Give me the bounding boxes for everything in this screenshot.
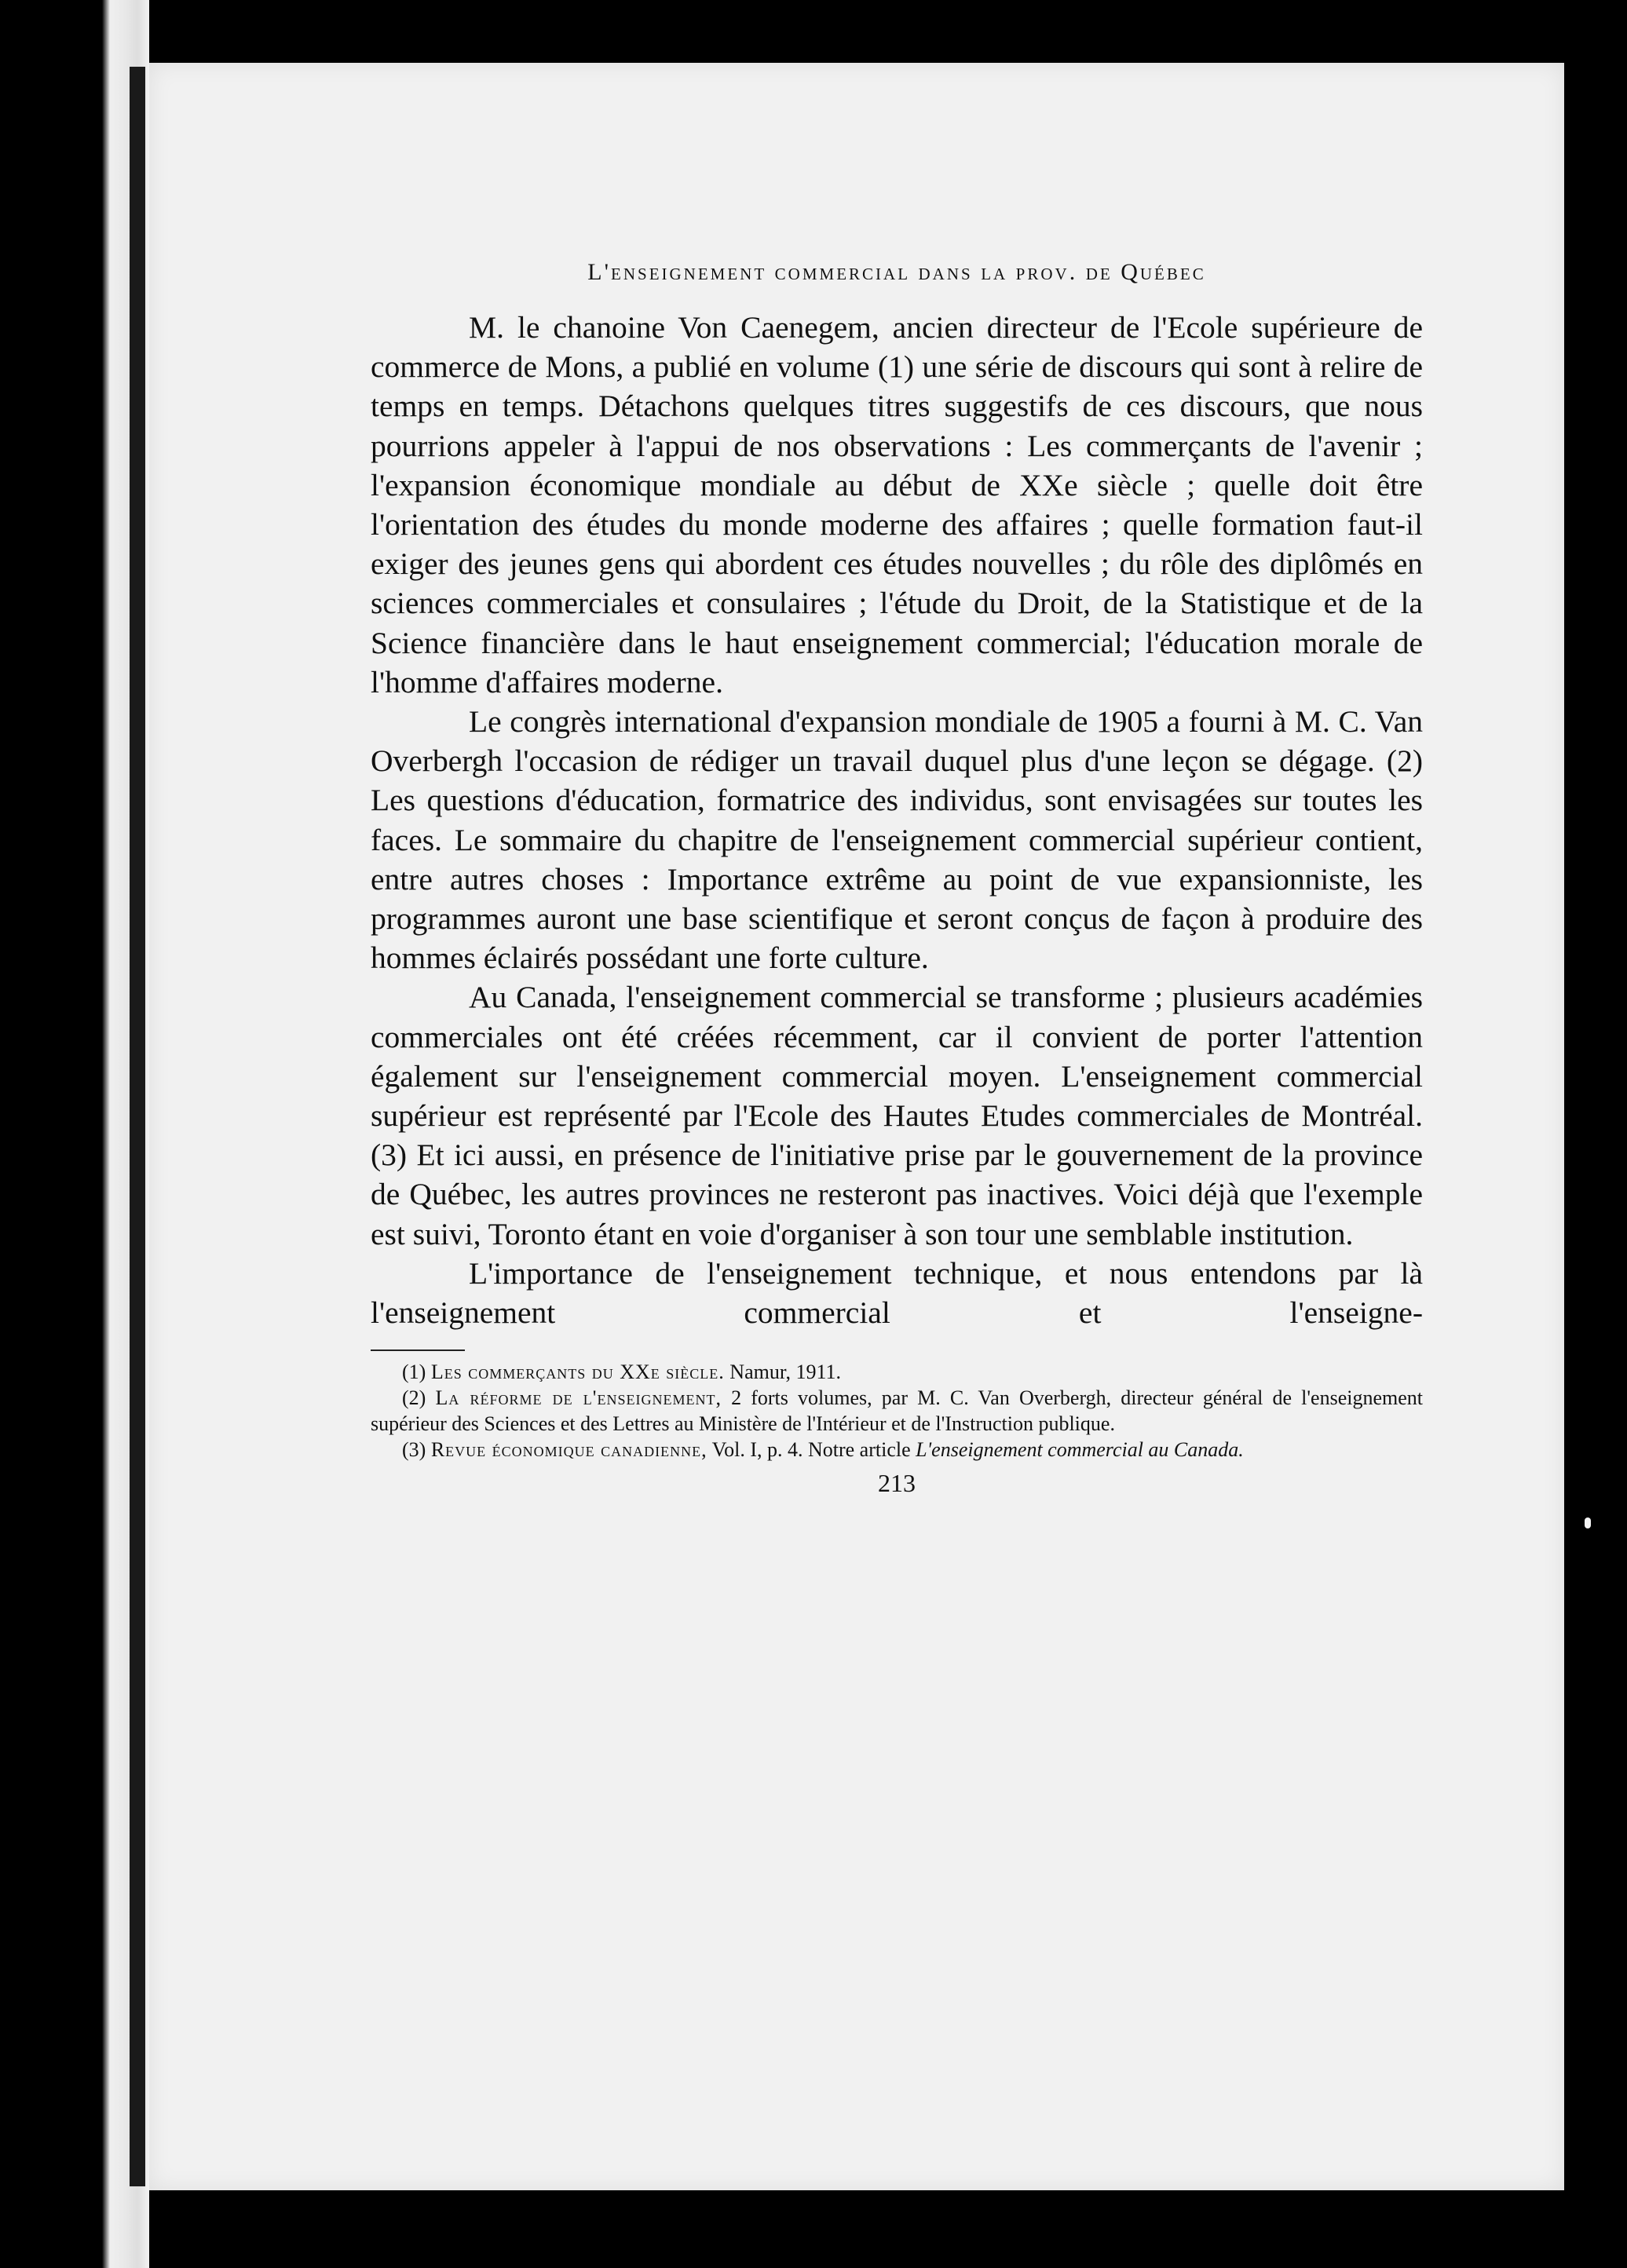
page-content [371,259,1423,1498]
running-head: L'enseignement commercial dans la prov. de Québec [587,259,1206,285]
footnote-3-rest: Vol. I, p. 4. Notre article [711,1438,911,1462]
binding-shadow [130,67,145,2186]
paragraph-1: M. le chanoine Von Caenegem, ancien directeur de l'Ecole supérieure de commerce de Mons, a publié en volume (1) une série de discours qui sont à relire de temps en temps. Détachons quelques titres suggestifs de ces discours, que nous pourrions appeler à l'appui de nos observations : Les commerçants de l'avenir ; l'expansion économique mondiale au début de XXe siècle ; quelle doit être l'orientation des études du monde moderne des affaires ; quelle formation faut-il exiger des jeunes gens qui abordent ces études nouvelles ; du rôle des diplômés en sciences commerciales et consulaires ; l'étude du Droit, de la Statistique et de la Science financière dans le haut enseignement commercial; l'éducation morale de l'homme d'affaires moderne. [371,310,1423,699]
footnote-1 [371,1359,1423,1385]
footnote-3-number: (3) [402,1438,426,1462]
footnote-2-number: (2) [402,1386,426,1410]
footnote-1-title: Les commerçants du XXe siècle. [430,1360,725,1384]
left-page-edge [0,0,149,2268]
paragraph-4: L'importance de l'enseignement technique, et nous entendons par là l'enseignement commercial et l'enseigne- [371,1255,1423,1331]
paragraph-2: Le congrès international d'expansion mondiale de 1905 a fourni à M. C. Van Overbergh l'occasion de rédiger un travail duquel plus d'une leçon se dégage. (2) Les questions d'éducation, formatrice des individus, sont envisagées sur toutes les faces. Le sommaire du chapitre de l'enseignement commercial supérieur contient, entre autres choses : Importance extrême au point de vue expansionniste, les programmes auront une base scientifique et seront conçus de façon à produire des hommes éclairés possédant une forte culture. [371,704,1423,976]
footnote-3-italic: L'enseignement commercial au Canada. [916,1438,1244,1462]
footnote-3 [371,1437,1423,1463]
footnote-2 [371,1385,1423,1437]
footnote-rule [371,1349,465,1351]
footnote-3-title: Revue économique canadienne, [430,1438,707,1462]
scan-speck [1585,1517,1591,1528]
footnote-2-title: La réforme de l'enseignement, [435,1386,722,1410]
book-page [149,63,1564,2190]
footnote-1-rest: Namur, 1911. [729,1360,841,1384]
footnote-1-number: (1) [402,1360,426,1384]
footnote-2-rest: 2 forts volumes, par M. C. Van Overbergh, directeur général de l'enseignement supérieur des Sciences et des Lettres au Ministère de l'Intérieur et de l'Instruction publique. [371,1386,1424,1436]
paragraph-3: Au Canada, l'enseignement commercial se transforme ; plusieurs académies commerciales ont été créées récemment, car il convient de porter l'attention également sur l'enseignement commercial moyen. L'enseignement commercial supérieur est représenté par l'Ecole des Hautes Etudes commerciales de Montréal. (3) Et ici aussi, en présence de l'initiative prise par le gouvernement de la province de Québec, les autres provinces ne resteront pas inactives. Voici déjà que l'exemple est suivi, Toronto étant en voie d'organiser à son tour une semblable institution. [371,980,1423,1251]
page-number: 213 [878,1469,916,1498]
